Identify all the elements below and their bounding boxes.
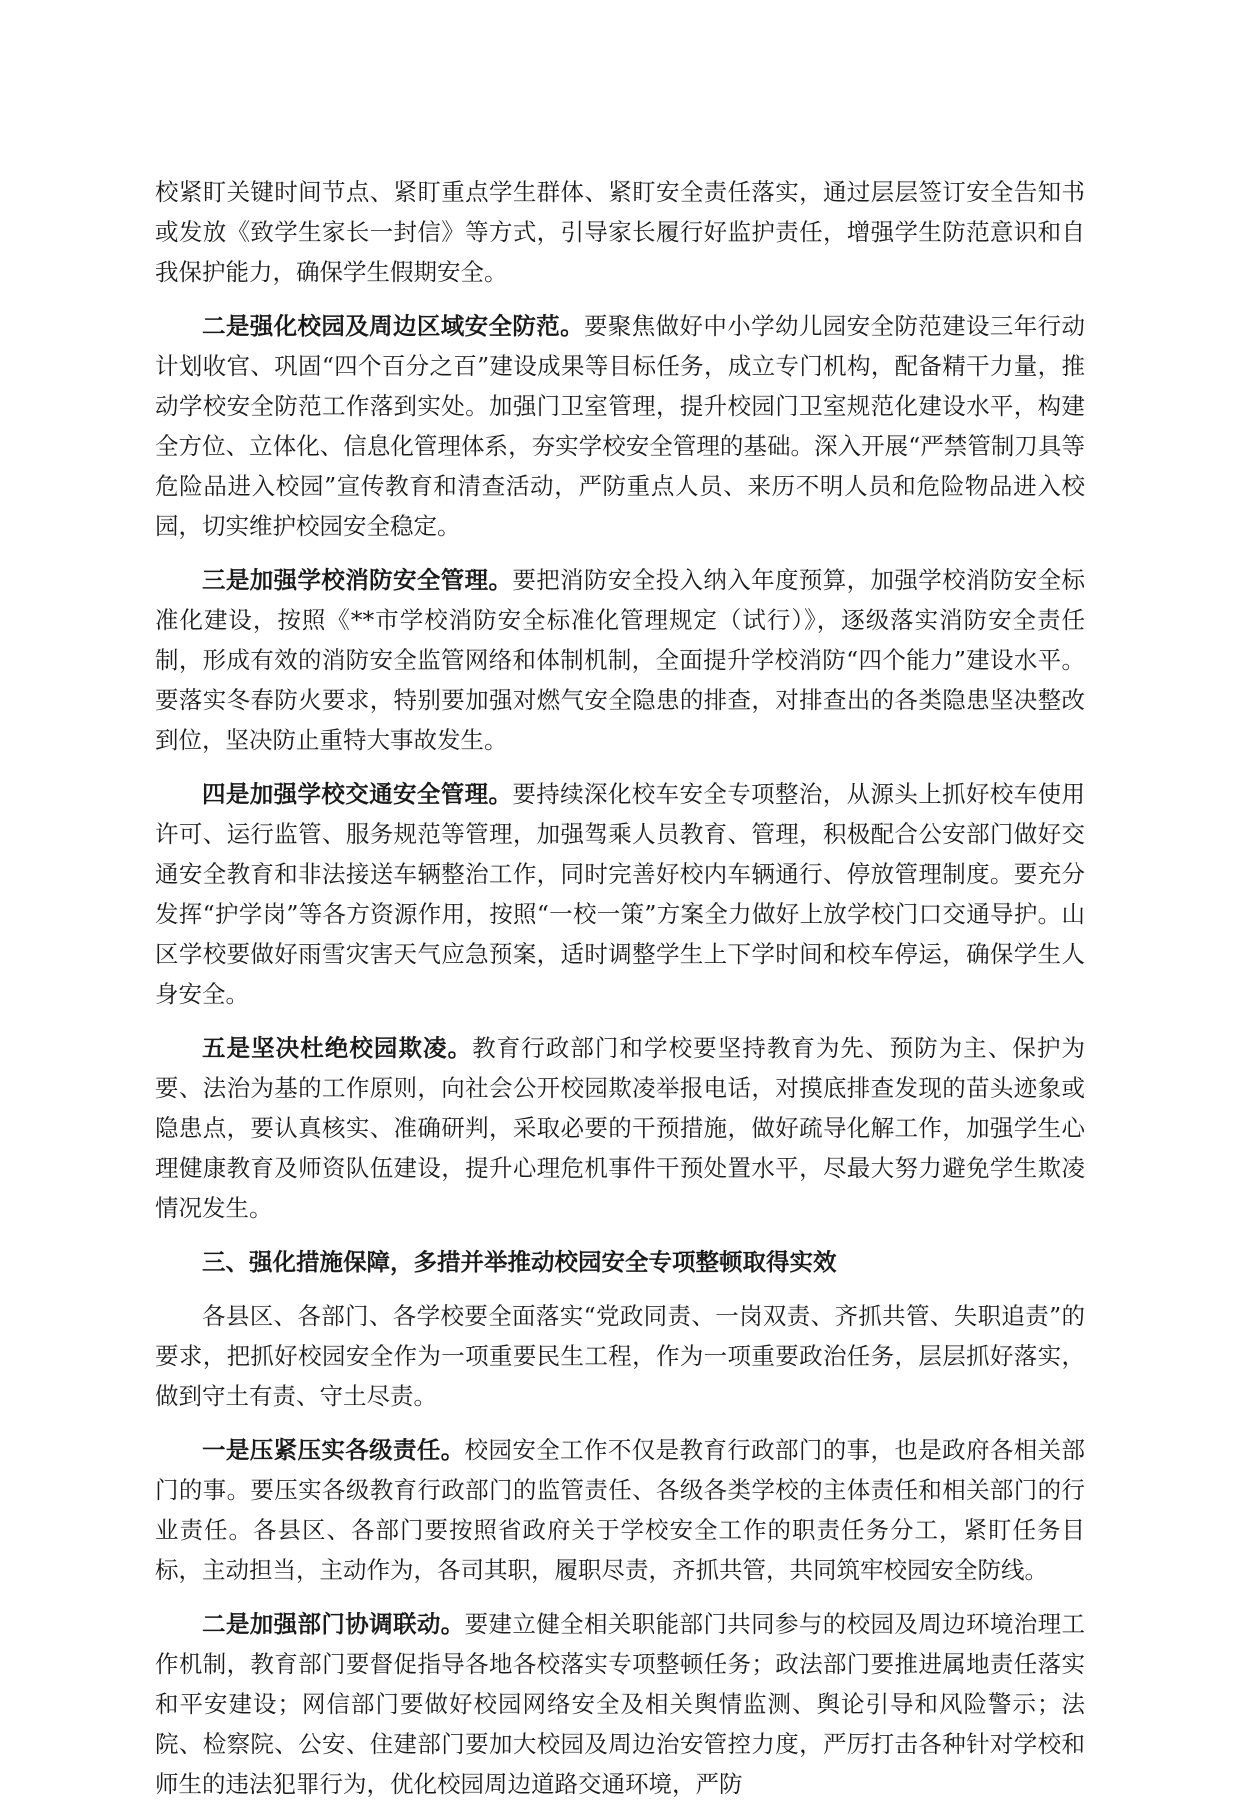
document-page bbox=[155, 172, 1085, 1818]
paragraph-section-intro bbox=[155, 1296, 1085, 1416]
section-heading: 三、强化措施保障，多措并举推动校园安全专项整顿取得实效 bbox=[202, 1248, 837, 1276]
paragraph-body: 要建立健全相关职能部门共同参与的校园及周边环境治理工作机制，教育部门要督促指导各地各校落实专项整顿任务；政法部门要推进属地责任落实和平安建设；网信部门要做好校园网络安全及相关舆情监测、舆论引导和风险警示；法院、检察院、公安、住建部门要加大校园及周边治安管控力度，严厉打击各种针对学校和师生的违法犯罪行为，优化校园周边道路交通环境，严防 bbox=[155, 1610, 1085, 1798]
paragraph-body: 校紧盯关键时间节点、紧盯重点学生群体、紧盯安全责任落实，通过层层签订安全告知书或发放《致学生家长一封信》等方式，引导家长履行好监护责任，增强学生防范意识和自我保护能力，确保学生假期安全。 bbox=[155, 178, 1085, 286]
paragraph-body: 要持续深化校车安全专项整治，从源头上抓好校车使用许可、运行监管、服务规范等管理，加强驾乘人员教育、管理，积极配合公安部门做好交通安全教育和非法接送车辆整治工作，同时完善好校内车辆通行、停放管理制度。要充分发挥“护学岗”等各方资源作用，按照“一校一策”方案全力做好上放学校门口交通导护。山区学校要做好雨雪灾害天气应急预案，适时调整学生上下学时间和校车停运，确保学生人身安全。 bbox=[155, 780, 1085, 1008]
paragraph-body: 校园安全工作不仅是教育行政部门的事，也是政府各相关部门的事。要压实各级教育行政部门的监管责任、各级各类学校的主体责任和相关部门的行业责任。各县区、各部门要按照省政府关于学校安全工作的职责任务分工，紧盯任务目标，主动担当，主动作为，各司其职，履职尽责，齐抓共管，共同筑牢校园安全防线。 bbox=[155, 1436, 1085, 1584]
paragraph-campus-security bbox=[155, 306, 1085, 546]
paragraph-responsibility bbox=[155, 1430, 1085, 1590]
paragraph-traffic-safety bbox=[155, 774, 1085, 1014]
paragraph-lead: 四是加强学校交通安全管理。 bbox=[202, 780, 513, 808]
paragraph-continued bbox=[155, 172, 1085, 292]
paragraph-body: 教育行政部门和学校要坚持教育为先、预防为主、保护为要、法治为基的工作原则，向社会公开校园欺凌举报电话，对摸底排查发现的苗头迹象或隐患点，要认真核实、准确研判，采取必要的干预措施，做好疏导化解工作，加强学生心理健康教育及师资队伍建设，提升心理危机事件干预处置水平，尽最大努力避免学生欺凌情况发生。 bbox=[155, 1034, 1086, 1222]
paragraph-lead: 二是加强部门协调联动。 bbox=[202, 1610, 465, 1638]
paragraph-lead: 一是压紧压实各级责任。 bbox=[202, 1436, 465, 1464]
paragraph-fire-safety bbox=[155, 560, 1085, 760]
paragraph-body: 要把消防安全投入纳入年度预算，加强学校消防安全标准化建设，按照《**市学校消防安全标准化管理规定（试行）》，逐级落实消防安全责任制，形成有效的消防安全监管网络和体制机制，全面提升学校消防“四个能力”建设水平。要落实冬春防火要求，特别要加强对燃气安全隐患的排查，对排查出的各类隐患坚决整改到位，坚决防止重特大事故发生。 bbox=[155, 566, 1085, 754]
paragraph-body: 要聚焦做好中小学幼儿园安全防范建设三年行动计划收官、巩固“四个百分之百”建设成果等目标任务，成立专门机构，配备精干力量，推动学校安全防范工作落到实处。加强门卫室管理，提升校园门卫室规范化建设水平，构建全方位、立体化、信息化管理体系，夯实学校安全管理的基础。深入开展“严禁管制刀具等危险品进入校园”宣传教育和清查活动，严防重点人员、来历不明人员和危险物品进入校园，切实维护校园安全稳定。 bbox=[155, 312, 1085, 540]
paragraph-body: 各县区、各部门、各学校要全面落实“党政同责、一岗双责、齐抓共管、失职追责”的要求，把抓好校园安全作为一项重要民生工程，作为一项重要政治任务，层层抓好落实，做到守土有责、守土尽责。 bbox=[155, 1302, 1085, 1410]
paragraph-lead: 二是强化校园及周边区域安全防范。 bbox=[202, 312, 584, 340]
paragraph-lead: 五是坚决杜绝校园欺凌。 bbox=[202, 1034, 473, 1062]
paragraph-coordination bbox=[155, 1604, 1085, 1804]
paragraph-anti-bullying bbox=[155, 1028, 1085, 1228]
paragraph-lead: 三是加强学校消防安全管理。 bbox=[202, 566, 513, 594]
